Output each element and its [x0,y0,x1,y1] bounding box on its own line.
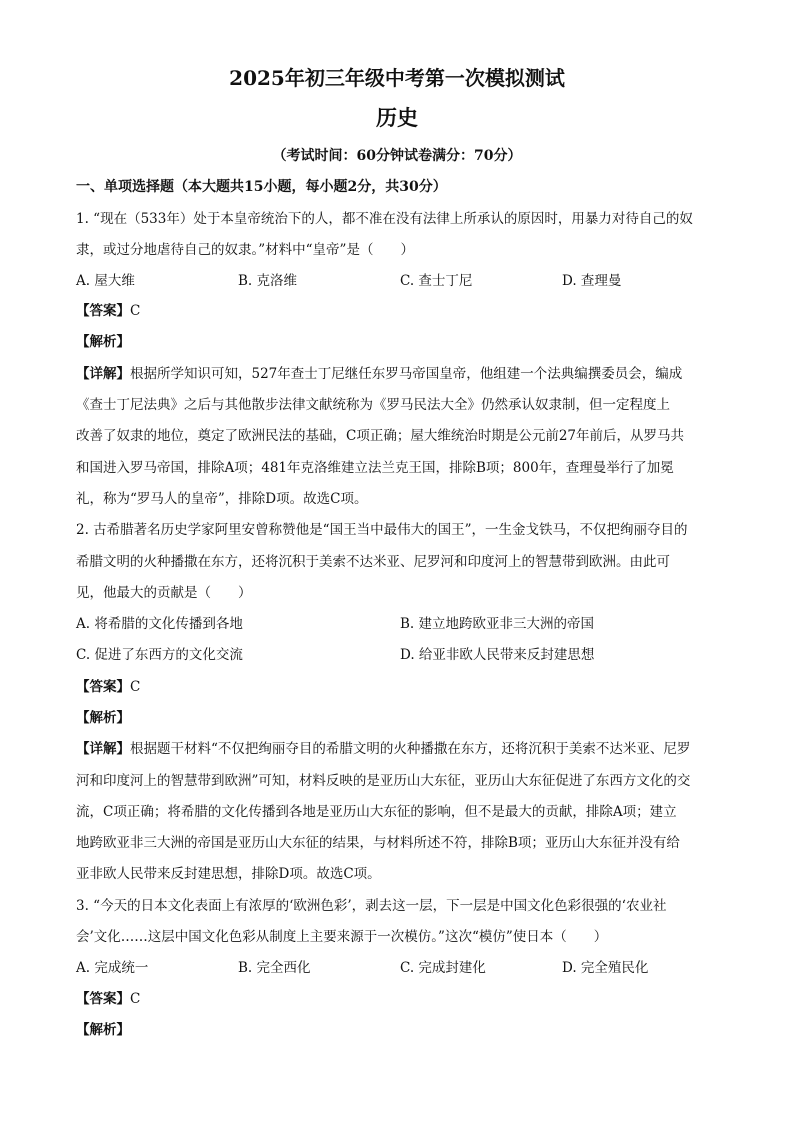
q3-option-a: A. 完成统一 [76,960,149,976]
section-heading: 一、单项选择题（本大题共15小题，每小题2分，共30分） [76,179,447,195]
answer-tag: 【答案】 [76,991,130,1007]
q2-detail-line-1 [76,740,690,758]
detail-tag: 【详解】 [76,366,130,382]
subject-title: 历史 [376,105,418,130]
q1-option-a: A. 屋大维 [76,273,135,289]
q2-option-c: C. 促进了东西方的文化交流 [76,647,243,663]
q3-option-c: C. 完成封建化 [400,960,486,976]
exam-note: （考试时间：60分钟试卷满分：70分） [272,148,522,164]
q1-option-d: D. 查理曼 [562,273,622,289]
q1-stem-line-2: 隶，或过分地虐待自己的奴隶。”材料中“皇帝”是（ ） [76,242,414,258]
q3-option-d: D. 完全殖民化 [562,960,649,976]
q2-option-d: D. 给亚非欧人民带来反封建思想 [400,647,595,663]
detail-text: 根据所学知识可知，527年查士丁尼继任东罗马帝国皇帝，他组建一个法典编撰委员会，编成 [130,366,683,382]
q1-detail-line-3: 改善了奴隶的地位，奠定了欧洲民法的基础，C项正确；屋大维统治时期是公元前27年前后，从罗马共 [76,428,685,444]
q3-analysis-tag: 【解析】 [76,1022,130,1038]
q2-stem-line-2: 希腊文明的火种播撒在东方，还将沉积于美索不达米亚、尼罗河和印度河上的智慧带到欧洲。由此可 [76,554,670,570]
q2-option-b: B. 建立地跨欧亚非三大洲的帝国 [400,616,595,632]
q3-stem-line-2: 会’文化……这层中国文化色彩从制度上主要来源于一次模仿。”这次“模仿”使日本（ ） [76,929,608,945]
q2-stem-line-1: 2. 古希腊著名历史学家阿里安曾称赞他是“国王当中最伟大的国王”，一生金戈铁马，不仅把绚丽夺目的 [76,522,688,538]
answer-value: C [130,991,141,1007]
q1-option-c: C. 查士丁尼 [400,273,473,289]
q1-detail-line-2: 《查士丁尼法典》之后与其他散步法律文献统称为《罗马民法大全》仍然承认奴隶制，但一定程度上 [76,397,670,413]
answer-value: C [130,303,141,319]
q2-detail-line-3: 流，C项正确；将希腊的文化传播到各地是亚历山大东征的影响，但不是最大的贡献，排除A项；建立 [76,804,677,820]
q3-answer [76,990,140,1008]
q2-option-a: A. 将希腊的文化传播到各地 [76,616,243,632]
answer-value: C [130,679,141,695]
exam-title: 2025年初三年级中考第一次模拟测试 [229,66,565,90]
q1-answer [76,302,140,320]
q2-answer [76,678,140,696]
q3-option-b: B. 完全西化 [238,960,311,976]
q1-stem-line-1: 1. “现在（533年）处于本皇帝统治下的人，都不准在没有法律上所承认的原因时，用暴力对待自己的奴 [76,211,693,227]
detail-text: 根据题干材料“不仅把绚丽夺目的希腊文明的火种播撒在东方，还将沉积于美索不达米亚、尼罗 [130,741,691,757]
q1-detail-line-5: 礼，称为“罗马人的皇帝”，排除D项。故选C项。 [76,491,368,507]
q2-stem-line-3: 见，他最大的贡献是（ ） [76,585,252,601]
q2-detail-line-2: 河和印度河上的智慧带到欧洲”可知，材料反映的是亚历山大东征，亚历山大东征促进了东西方文化的交 [76,773,691,789]
answer-tag: 【答案】 [76,679,130,695]
q1-detail-line-4: 和国进入罗马帝国，排除A项；481年克洛维建立法兰克王国，排除B项；800年，查理曼举行了加冕 [76,460,674,476]
q1-detail-line-1 [76,365,682,383]
q2-analysis-tag: 【解析】 [76,710,130,726]
answer-tag: 【答案】 [76,303,130,319]
q1-analysis-tag: 【解析】 [76,334,130,350]
detail-tag: 【详解】 [76,741,130,757]
q2-detail-line-4: 地跨欧亚非三大洲的帝国是亚历山大东征的结果，与材料所述不符，排除B项；亚历山大东征并没有给 [76,835,680,851]
q2-detail-line-5: 亚非欧人民带来反封建思想，排除D项。故选C项。 [76,866,381,882]
q1-option-b: B. 克洛维 [238,273,298,289]
q3-stem-line-1: 3. “今天的日本文化表面上有浓厚的‘欧洲色彩’，剥去这一层，下一层是中国文化色彩很强的‘农业社 [76,898,667,914]
